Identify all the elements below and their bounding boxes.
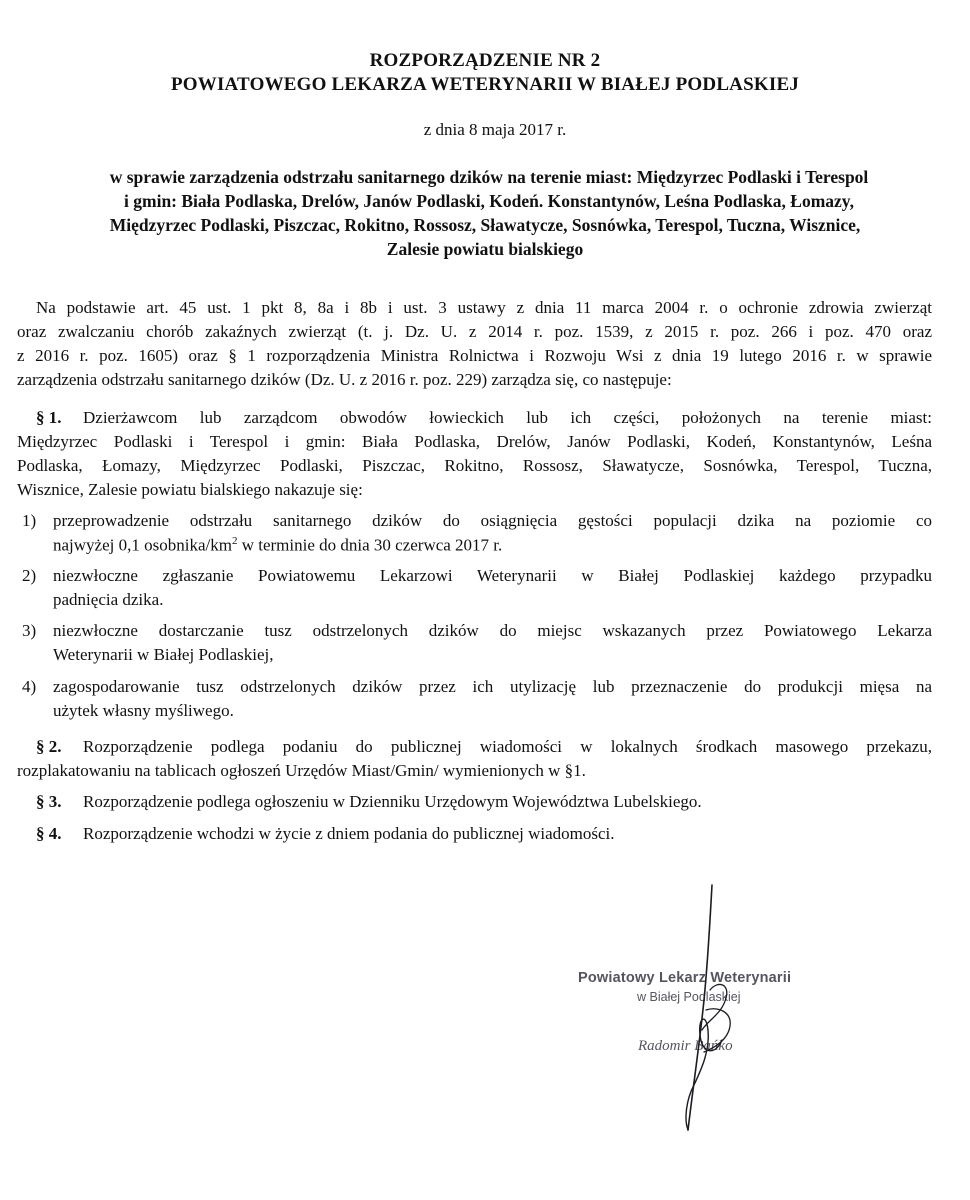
section-2-line-2: rozplakatowaniu na tablicach ogłoszeń Urzędów Miast/Gmin/ wymienionych w §1. xyxy=(17,761,586,780)
section-3-mark: § 3. xyxy=(36,792,62,811)
document-title: ROZPORZĄDZENIE NR 2 xyxy=(369,50,601,71)
list-item-number: 1) xyxy=(22,511,37,530)
subject-line-2: i gmin: Biała Podlaska, Drelów, Janów Podlaski, Kodeń. Konstantynów, Leśna Podlaska, Łomazy, xyxy=(124,191,854,211)
list-item-3-line-1: niezwłoczne dostarczanie tusz odstrzelonych dzików do miejsc wskazanych przez Powiatowego Lekarza xyxy=(53,621,932,640)
list-item-number: 3) xyxy=(22,621,37,640)
list-item-number: 4) xyxy=(22,677,37,696)
preamble-line-3: z 2016 r. poz. 1605) oraz § 1 rozporządzenia Ministra Rolnictwa i Rozwoju Wsi z dnia 19 lutego 2016 r. w sprawie xyxy=(17,346,932,365)
section-1-line-2: Międzyrzec Podlaski i Terespol i gmin: Biała Podlaska, Drelów, Janów Podlaski, Kodeń, Konstantynów, Leśna xyxy=(17,432,932,451)
list-item-2-line-2: padnięcia dzika. xyxy=(53,590,164,609)
list-item-number: 2) xyxy=(22,566,37,585)
section-2-mark: § 2. xyxy=(36,737,62,756)
stamp-title: Powiatowy Lekarz Weterynarii xyxy=(578,970,792,986)
list-item-2-line-1: niezwłoczne zgłaszanie Powiatowemu Lekarzowi Weterynarii w Białej Podlaskiej każdego przypadku xyxy=(53,566,932,585)
stamp-location: w Białej Podlaskiej xyxy=(637,990,741,1004)
section-4-mark: § 4. xyxy=(36,824,62,843)
issuer-title: POWIATOWEGO LEKARZA WETERYNARII W BIAŁEJ PODLASKIEJ xyxy=(170,74,800,95)
subject-line-4: Zalesie powiatu bialskiego xyxy=(386,239,584,259)
list-item-3-line-2: Weterynarii w Białej Podlaskiej, xyxy=(53,645,274,664)
document-date: z dnia 8 maja 2017 r. xyxy=(423,120,567,139)
subject-line-3: Międzyrzec Podlaski, Piszczac, Rokitno, Rossosz, Sławatycze, Sosnówka, Terespol, Tuczna, Wisznice, xyxy=(109,215,861,235)
preamble-line-2: oraz zwalczaniu chorób zakaźnych zwierząt (t. j. Dz. U. z 2014 r. poz. 1539, z 2015 r. poz. 266 i poz. 470 oraz xyxy=(17,322,932,341)
section-4-text: Rozporządzenie wchodzi w życie z dniem podania do publicznej wiadomości. xyxy=(83,824,615,843)
stamp-name: Radomir Bańko xyxy=(638,1038,733,1054)
section-1-line-1: Dzierżawcom lub zarządcom obwodów łowieckich lub ich części, położonych na terenie miast: xyxy=(83,408,932,427)
section-1-mark: § 1. xyxy=(36,408,62,427)
section-1-line-4: Wisznice, Zalesie powiatu bialskiego nakazuje się: xyxy=(17,480,363,499)
preamble-line-4: zarządzenia odstrzału sanitarnego dzików (Dz. U. z 2016 r. poz. 229) zarządza się, co następuje: xyxy=(17,370,672,389)
subject-line-1: w sprawie zarządzenia odstrzału sanitarnego dzików na terenie miast: Międzyrzec Podlaski i Terespol xyxy=(109,167,869,187)
list-item-1-line-2: najwyżej 0,1 osobnika/$km^2$ w terminie do dnia 30 czerwca 2017 r. xyxy=(53,535,503,555)
list-item-4-line-1: zagospodarowanie tusz odstrzelonych dzików przez ich utylizację lub przeznaczenie do produkcji mięsa na xyxy=(53,677,932,696)
preamble-line-1: Na podstawie art. 45 ust. 1 pkt 8, 8a i 8b i ust. 3 ustawy z dnia 11 marca 2004 r. o ochronie zdrowia zwierząt xyxy=(36,298,932,317)
list-item-1-line-1: przeprowadzenie odstrzału sanitarnego dzików do osiągnięcia gęstości populacji dzika na poziomie co xyxy=(53,511,932,530)
section-1-line-3: Podlaska, Łomazy, Międzyrzec Podlaski, Piszczac, Rokitno, Rossosz, Sławatycze, Sosnówka, Terespol, Tuczna, xyxy=(17,456,932,475)
list-item-4-line-2: użytek własny myśliwego. xyxy=(53,701,234,720)
section-3-text: Rozporządzenie podlega ogłoszeniu w Dzienniku Urzędowym Województwa Lubelskiego. xyxy=(83,792,702,811)
section-2-line-1: Rozporządzenie podlega podaniu do publicznej wiadomości w lokalnych środkach masowego przekazu, xyxy=(83,737,932,756)
handwritten-signature xyxy=(660,880,780,1140)
